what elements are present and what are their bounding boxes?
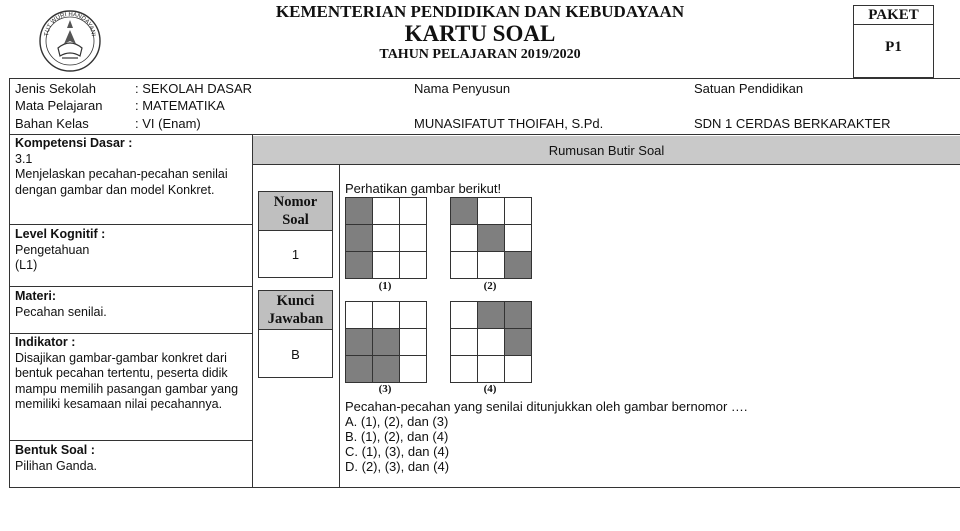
shaded-cell xyxy=(346,225,372,251)
level-kognitif-code: (L1) xyxy=(15,258,38,272)
figure-1-caption: (1) xyxy=(378,280,392,292)
materi-label: Materi: xyxy=(15,289,56,303)
empty-cell xyxy=(400,302,426,328)
ministry-title: KEMENTERIAN PENDIDIKAN DAN KEBUDAYAAN xyxy=(275,2,685,21)
shaded-cell xyxy=(505,329,531,355)
kunci-jawaban-box xyxy=(258,290,333,378)
figure-grid xyxy=(450,197,532,279)
level-kognitif-value: Pengetahuan xyxy=(15,242,90,257)
empty-cell xyxy=(373,225,399,251)
shaded-cell xyxy=(451,198,477,224)
figure-4-caption: (4) xyxy=(483,383,497,395)
empty-cell xyxy=(373,198,399,224)
question-intro: Perhatikan gambar berikut! xyxy=(345,181,502,196)
question-stem: Pecahan-pecahan yang senilai ditunjukkan oleh gambar bernomor …. xyxy=(345,399,748,414)
shaded-cell xyxy=(346,356,372,382)
shaded-cell xyxy=(373,329,399,355)
figure-2-caption: (2) xyxy=(483,280,497,292)
empty-cell xyxy=(373,302,399,328)
option-c: C. (1), (3), dan (4) xyxy=(345,444,450,459)
materi-section xyxy=(15,289,247,320)
empty-cell xyxy=(451,329,477,355)
paket-label: PAKET xyxy=(854,6,933,25)
empty-cell xyxy=(505,356,531,382)
empty-cell xyxy=(478,329,504,355)
shaded-cell xyxy=(478,225,504,251)
materi-value: Pecahan senilai. xyxy=(15,304,107,319)
nomor-soal-label: Nomor Soal xyxy=(259,192,332,231)
empty-cell xyxy=(505,225,531,251)
empty-cell xyxy=(451,225,477,251)
option-b: B. (1), (2), dan (4) xyxy=(345,429,449,444)
shaded-cell xyxy=(346,252,372,278)
satuan-pendidikan-label: Satuan Pendidikan xyxy=(694,81,804,96)
indikator-label: Indikator : xyxy=(15,335,76,349)
kompetensi-dasar-number: 3.1 xyxy=(15,151,33,166)
empty-cell xyxy=(451,252,477,278)
bentuk-soal-label: Bentuk Soal : xyxy=(15,443,95,457)
figure-grid xyxy=(345,197,427,279)
jenis-sekolah-label: Jenis Sekolah xyxy=(15,81,96,96)
option-d: D. (2), (3), dan (4) xyxy=(345,459,450,474)
kompetensi-dasar-text: Menjelaskan pecahan-pecahan senilai dengan gambar dan model Konkret. xyxy=(15,167,228,197)
kompetensi-dasar-label: Kompetensi Dasar : xyxy=(15,136,133,150)
nama-penyusun-label: Nama Penyusun xyxy=(414,81,511,96)
shaded-cell xyxy=(346,198,372,224)
shaded-cell xyxy=(505,252,531,278)
level-kognitif-section xyxy=(15,227,247,274)
figure-grid xyxy=(450,301,532,383)
tut-wuri-handayani-logo xyxy=(34,8,106,74)
document-title: KARTU SOAL xyxy=(404,21,556,46)
nomor-soal-box xyxy=(258,191,333,278)
shaded-cell xyxy=(373,356,399,382)
mata-pelajaran-value: : MATEMATIKA xyxy=(135,98,225,113)
shaded-cell xyxy=(478,302,504,328)
empty-cell xyxy=(478,252,504,278)
empty-cell xyxy=(478,198,504,224)
empty-cell xyxy=(478,356,504,382)
rumusan-butir-soal-header: Rumusan Butir Soal xyxy=(253,136,960,165)
empty-cell xyxy=(373,252,399,278)
nomor-soal-value: 1 xyxy=(291,247,300,262)
shaded-cell xyxy=(505,302,531,328)
indikator-section xyxy=(15,335,247,413)
figure-4 xyxy=(450,301,532,383)
kunci-jawaban-value: B xyxy=(291,347,300,362)
figure-3-caption: (3) xyxy=(378,383,392,395)
level-kognitif-label: Level Kognitif : xyxy=(15,227,106,241)
paket-value: P1 xyxy=(885,39,902,55)
empty-cell xyxy=(400,329,426,355)
figure-2 xyxy=(450,197,532,279)
empty-cell xyxy=(505,198,531,224)
satuan-pendidikan-value: SDN 1 CERDAS BERKARAKTER xyxy=(694,116,891,131)
nama-penyusun-value: MUNASIFATUT THOIFAH, S.Pd. xyxy=(414,116,604,131)
bahan-kelas-label: Bahan Kelas xyxy=(15,116,89,131)
kunci-jawaban-label: Kunci Jawaban xyxy=(259,291,332,330)
empty-cell xyxy=(400,198,426,224)
empty-cell xyxy=(346,302,372,328)
shaded-cell xyxy=(346,329,372,355)
bentuk-soal-value: Pilihan Ganda. xyxy=(15,458,98,473)
empty-cell xyxy=(451,356,477,382)
figure-3 xyxy=(345,301,427,383)
mata-pelajaran-label: Mata Pelajaran xyxy=(15,98,103,113)
empty-cell xyxy=(400,356,426,382)
academic-year: TAHUN PELAJARAN 2019/2020 xyxy=(379,47,581,62)
bentuk-soal-section xyxy=(15,443,247,474)
svg-text:TUT WURI HANDAYANI: TUT WURI HANDAYANI xyxy=(44,11,96,37)
empty-cell xyxy=(400,225,426,251)
empty-cell xyxy=(451,302,477,328)
paket-box xyxy=(853,5,934,78)
option-a: A. (1), (2), dan (3) xyxy=(345,414,449,429)
bahan-kelas-value: : VI (Enam) xyxy=(135,116,201,131)
jenis-sekolah-value: : SEKOLAH DASAR xyxy=(135,81,253,96)
kompetensi-dasar-section xyxy=(15,136,247,198)
empty-cell xyxy=(400,252,426,278)
figure-1 xyxy=(345,197,427,279)
indikator-value: Disajikan gambar-gambar konkret dari bentuk pecahan tertentu, peserta didik mampu memilih pasangan gambar yang memiliki kesamaan nilai pecahannya. xyxy=(15,350,239,411)
figure-grid xyxy=(345,301,427,383)
